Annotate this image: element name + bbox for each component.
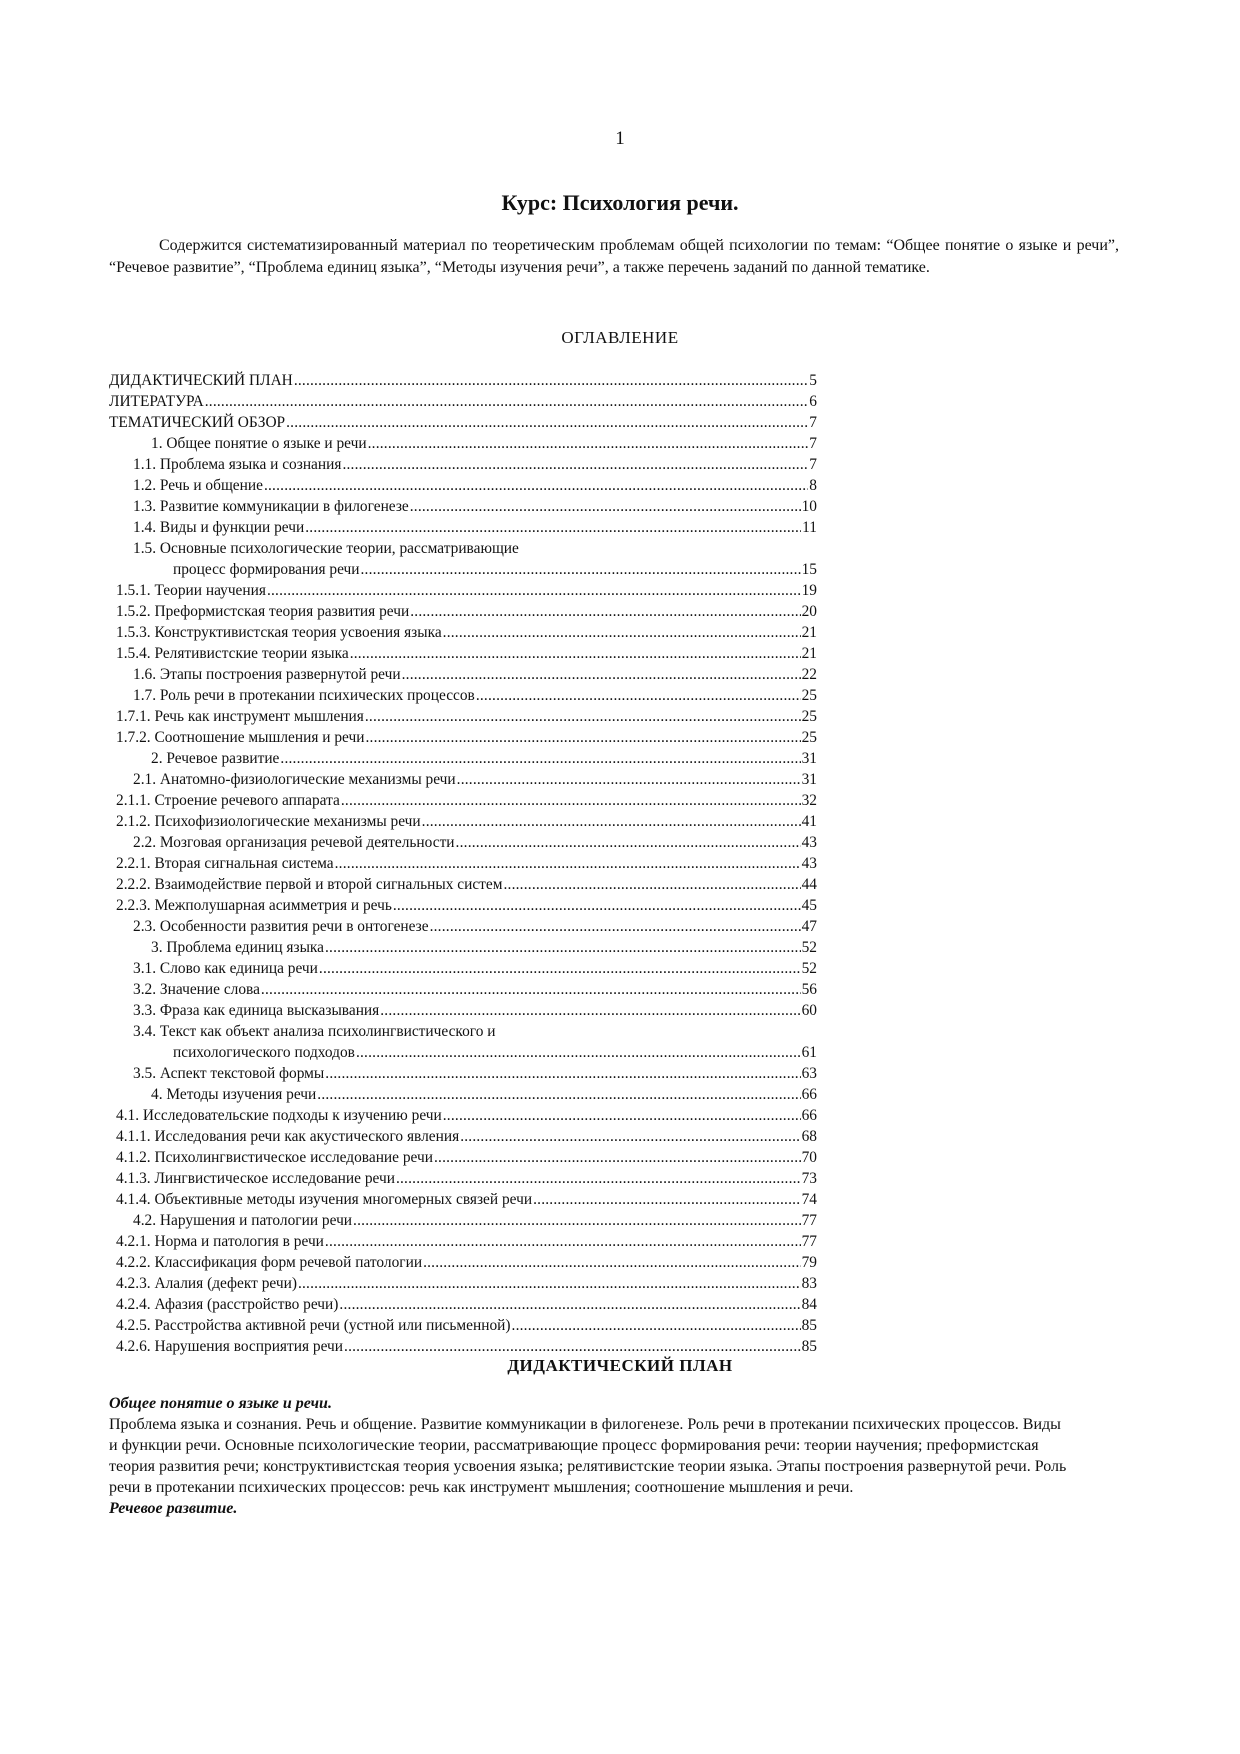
toc-entry-label: 4. Методы изучения речи — [151, 1086, 317, 1103]
toc-leader-dots — [533, 1189, 801, 1210]
toc-entry-label: 3.4. Текст как объект анализа психолингвистического и — [133, 1023, 496, 1040]
toc-entry-label: 1. Общее понятие о языке и речи — [151, 435, 367, 452]
toc-entry-page: 7 — [809, 456, 817, 473]
toc-leader-dots — [344, 1336, 801, 1357]
toc-leader-dots — [434, 1147, 801, 1168]
toc-entry[interactable] — [109, 790, 817, 811]
toc-entry[interactable] — [109, 895, 817, 916]
toc-entry[interactable] — [109, 1294, 817, 1315]
toc-entry-label: 3.2. Значение слова — [133, 981, 260, 998]
toc-entry[interactable] — [109, 1315, 817, 1336]
toc-entry-label: ТЕМАТИЧЕСКИЙ ОБЗОР — [109, 414, 286, 431]
toc-entry-page: 66 — [801, 1086, 817, 1103]
toc-leader-dots — [286, 412, 808, 433]
didactic-plan — [109, 1393, 1069, 1519]
toc-leader-dots — [305, 517, 801, 538]
toc-entry[interactable] — [109, 517, 817, 538]
toc-entry-label: 2.1. Анатомно-физиологические механизмы речи — [133, 771, 456, 788]
toc-entry-page: 10 — [801, 498, 817, 515]
toc-leader-dots — [298, 1273, 801, 1294]
toc-leader-dots — [365, 706, 801, 727]
toc-leader-dots — [280, 748, 800, 769]
toc-entry-page: 25 — [801, 708, 817, 725]
toc-entry-label: 1.7. Роль речи в протекании психических процессов — [133, 687, 475, 704]
toc-entry[interactable] — [109, 769, 817, 790]
toc-entry[interactable] — [109, 475, 817, 496]
toc-entry[interactable] — [109, 958, 817, 979]
toc-entry[interactable] — [109, 1336, 817, 1357]
toc-entry[interactable] — [109, 433, 817, 454]
toc-entry[interactable] — [109, 1126, 817, 1147]
toc-entry[interactable] — [109, 1210, 817, 1231]
toc-leader-dots — [319, 958, 801, 979]
toc-entry[interactable] — [109, 1000, 817, 1021]
toc-entry-page: 31 — [801, 750, 817, 767]
toc-entry-page: 32 — [801, 792, 817, 809]
toc-entry[interactable] — [109, 1147, 817, 1168]
toc-entry-label: 1.2. Речь и общение — [133, 477, 263, 494]
toc-entry-label: 1.4. Виды и функции речи — [133, 519, 305, 536]
toc-entry-label: 2.2.1. Вторая сигнальная система — [116, 855, 334, 872]
toc-entry-page: 6 — [809, 393, 817, 410]
toc-entry-label: 4.2.1. Норма и патология в речи — [116, 1233, 324, 1250]
toc-entry-page: 77 — [801, 1212, 817, 1229]
toc-entry[interactable] — [109, 1273, 817, 1294]
toc-leader-dots — [339, 1294, 800, 1315]
toc-entry-label: 4.2. Нарушения и патологии речи — [133, 1212, 353, 1229]
toc-entry-page: 25 — [801, 687, 817, 704]
toc-entry[interactable] — [109, 370, 817, 391]
toc-leader-dots — [368, 433, 809, 454]
toc-entry-label: 2.2.2. Взаимодействие первой и второй сигнальных систем — [116, 876, 503, 893]
didactic-plan-heading: ДИДАКТИЧЕСКИЙ ПЛАН — [507, 1356, 733, 1375]
toc-entry-page: 41 — [801, 813, 817, 830]
toc-entry[interactable] — [109, 454, 817, 475]
toc-leader-dots — [396, 1168, 801, 1189]
toc-leader-dots — [380, 1000, 800, 1021]
toc-entry-page: 45 — [801, 897, 817, 914]
toc-entry-page: 60 — [801, 1002, 817, 1019]
toc-entry-label: 3.1. Слово как единица речи — [133, 960, 318, 977]
toc-entry-page: 83 — [801, 1275, 817, 1292]
table-of-contents — [109, 370, 817, 1357]
toc-entry-label: ЛИТЕРАТУРА — [109, 393, 204, 410]
toc-entry-label: 4.1. Исследовательские подходы к изучению речи — [116, 1107, 442, 1124]
toc-leader-dots — [402, 664, 801, 685]
toc-entry[interactable] — [109, 1084, 817, 1105]
toc-entry-page: 25 — [801, 729, 817, 746]
plan-section-text: Проблема языка и сознания. Речь и общение. Развитие коммуникации в филогенезе. Роль речи в протекании психических процессов. Виды и функции речи. Основные психологические теории, рассматривающие процесс формирования речи: теории научения; преформистская теория развития речи; конструктивистская теория усвоения языка; релятивистские теории языка. Этапы построения развернутой речи. Роль речи в протекании психических процессов: речь как инструмент мышления; соотношение мышления и речи. — [109, 1416, 1067, 1496]
toc-entry[interactable] — [109, 622, 817, 643]
toc-entry-page: 11 — [802, 519, 817, 536]
toc-entry[interactable] — [109, 496, 817, 517]
toc-entry-page: 79 — [801, 1254, 817, 1271]
toc-entry[interactable] — [109, 1231, 817, 1252]
toc-entry-label: 2.2. Мозговая организация речевой деятельности — [133, 834, 455, 851]
toc-leader-dots — [393, 895, 801, 916]
toc-entry-page: 56 — [801, 981, 817, 998]
toc-entry-page: 31 — [801, 771, 817, 788]
toc-entry-page: 77 — [801, 1233, 817, 1250]
toc-leader-dots — [294, 370, 808, 391]
toc-entry[interactable] — [109, 538, 817, 580]
toc-entry-page: 19 — [801, 582, 817, 599]
toc-entry-page: 47 — [801, 918, 817, 935]
toc-entry-label: 1.6. Этапы построения развернутой речи — [133, 666, 401, 683]
toc-leader-dots — [410, 601, 800, 622]
toc-leader-dots — [341, 790, 801, 811]
toc-entry[interactable] — [109, 853, 817, 874]
toc-leader-dots — [267, 580, 801, 601]
toc-entry[interactable] — [109, 1021, 817, 1063]
plan-section-title: Общее понятие о языке и речи. — [109, 1395, 332, 1412]
toc-entry-page: 15 — [801, 561, 817, 578]
toc-entry[interactable] — [109, 412, 817, 433]
toc-entry-page: 52 — [801, 960, 817, 977]
toc-leader-dots — [460, 1126, 800, 1147]
toc-leader-dots — [365, 727, 800, 748]
toc-entry[interactable] — [109, 601, 817, 622]
toc-entry-label: 1.5. Основные психологические теории, рассматривающие — [133, 540, 519, 557]
toc-leader-dots — [503, 874, 800, 895]
toc-entry-page: 74 — [801, 1191, 817, 1208]
toc-entry-label: 4.1.3. Лингвистическое исследование речи — [116, 1170, 395, 1187]
toc-leader-dots — [264, 475, 808, 496]
toc-entry-label: ДИДАКТИЧЕСКИЙ ПЛАН — [109, 372, 293, 389]
toc-entry[interactable] — [109, 1063, 817, 1084]
toc-entry-page: 43 — [801, 855, 817, 872]
toc-entry-label: 4.1.2. Психолингвистическое исследование речи — [116, 1149, 433, 1166]
toc-entry-label-continued: психологического подходов — [173, 1044, 355, 1061]
toc-leader-dots — [325, 1231, 801, 1252]
toc-leader-dots — [261, 979, 801, 1000]
toc-leader-dots — [430, 916, 801, 937]
toc-entry-page: 21 — [801, 645, 817, 662]
toc-entry-page: 84 — [801, 1296, 817, 1313]
toc-leader-dots — [335, 853, 801, 874]
toc-entry[interactable] — [109, 748, 817, 769]
toc-entry-page: 70 — [801, 1149, 817, 1166]
toc-entry-page: 44 — [801, 876, 817, 893]
toc-entry-page: 43 — [801, 834, 817, 851]
toc-leader-dots — [456, 832, 801, 853]
toc-leader-dots — [457, 769, 801, 790]
toc-entry-label: 2. Речевое развитие — [151, 750, 280, 767]
toc-entry-page: 85 — [801, 1338, 817, 1355]
toc-leader-dots — [356, 1042, 801, 1063]
toc-entry-page: 21 — [801, 624, 817, 641]
toc-leader-dots — [325, 937, 801, 958]
toc-entry-label: 4.2.5. Расстройства активной речи (устной или письменной) — [116, 1317, 511, 1334]
toc-leader-dots — [512, 1315, 801, 1336]
toc-entry-label: 4.2.3. Алалия (дефект речи) — [116, 1275, 297, 1292]
toc-entry-page: 52 — [801, 939, 817, 956]
toc-leader-dots — [325, 1063, 800, 1084]
toc-entry[interactable] — [109, 706, 817, 727]
toc-entry[interactable] — [109, 874, 817, 895]
toc-entry-label: 1.5.1. Теории научения — [116, 582, 266, 599]
toc-entry[interactable] — [109, 916, 817, 937]
abstract-paragraph: Содержится систематизированный материал по теоретическим проблемам общей психологии по темам: “Общее понятие о языке и речи”, “Речевое развитие”, “Проблема единиц языка”, “Методы изучения речи”, а также перечень заданий по данной тематике. — [109, 237, 1119, 276]
toc-entry-label: 1.3. Развитие коммуникации в филогенезе — [133, 498, 409, 515]
toc-entry-label: 4.1.4. Объективные методы изучения многомерных связей речи — [116, 1191, 533, 1208]
toc-entry[interactable] — [109, 391, 817, 412]
toc-entry-label: 2.1.1. Строение речевого аппарата — [116, 792, 340, 809]
toc-entry-label: 4.2.2. Классификация форм речевой патологии — [116, 1254, 423, 1271]
toc-entry[interactable] — [109, 580, 817, 601]
toc-entry[interactable] — [109, 979, 817, 1000]
toc-entry-label: 4.2.4. Афазия (расстройство речи) — [116, 1296, 339, 1313]
toc-entry[interactable] — [109, 937, 817, 958]
toc-entry[interactable] — [109, 832, 817, 853]
toc-entry-label: 4.1.1. Исследования речи как акустического явления — [116, 1128, 460, 1145]
toc-entry-page: 7 — [809, 414, 817, 431]
toc-entry[interactable] — [109, 685, 817, 706]
toc-entry-label: 3. Проблема единиц языка — [151, 939, 324, 956]
toc-entry-label: 3.3. Фраза как единица высказывания — [133, 1002, 380, 1019]
toc-entry-label: 2.2.3. Межполушарная асимметрия и речь — [116, 897, 392, 914]
toc-entry-page: 20 — [801, 603, 817, 620]
toc-entry-page: 66 — [801, 1107, 817, 1124]
toc-entry-label: 1.5.4. Релятивистские теории языка — [116, 645, 349, 662]
toc-leader-dots — [422, 811, 801, 832]
toc-entry-label: 1.1. Проблема языка и сознания — [133, 456, 342, 473]
toc-leader-dots — [205, 391, 809, 412]
page-number: 1 — [615, 128, 625, 149]
toc-leader-dots — [410, 496, 801, 517]
toc-entry[interactable] — [109, 643, 817, 664]
toc-entry[interactable] — [109, 1189, 817, 1210]
toc-leader-dots — [443, 1105, 801, 1126]
toc-leader-dots — [342, 454, 808, 475]
toc-entry[interactable] — [109, 664, 817, 685]
toc-entry-label: 4.2.6. Нарушения восприятия речи — [116, 1338, 344, 1355]
toc-entry-label: 2.1.2. Психофизиологические механизмы речи — [116, 813, 421, 830]
toc-entry-label: 1.7.2. Соотношение мышления и речи — [116, 729, 365, 746]
toc-entry[interactable] — [109, 727, 817, 748]
toc-leader-dots — [361, 559, 801, 580]
toc-entry-page: 85 — [801, 1317, 817, 1334]
toc-entry[interactable] — [109, 1168, 817, 1189]
toc-entry[interactable] — [109, 1252, 817, 1273]
toc-heading: ОГЛАВЛЕНИЕ — [561, 328, 679, 347]
toc-entry-page: 73 — [801, 1170, 817, 1187]
toc-entry-page: 22 — [801, 666, 817, 683]
toc-entry-page: 61 — [801, 1044, 817, 1061]
toc-entry-page: 63 — [801, 1065, 817, 1082]
toc-entry[interactable] — [109, 811, 817, 832]
toc-leader-dots — [476, 685, 801, 706]
toc-entry-page: 68 — [801, 1128, 817, 1145]
toc-leader-dots — [423, 1252, 801, 1273]
toc-entry-label: 3.5. Аспект текстовой формы — [133, 1065, 325, 1082]
document-title: Курс: Психология речи. — [501, 190, 739, 215]
toc-leader-dots — [443, 622, 801, 643]
toc-leader-dots — [350, 643, 801, 664]
toc-entry-label: 1.5.2. Преформистская теория развития речи — [116, 603, 410, 620]
toc-entry-page: 8 — [809, 477, 817, 494]
toc-entry[interactable] — [109, 1105, 817, 1126]
toc-entry-page: 7 — [809, 435, 817, 452]
toc-entry-label: 2.3. Особенности развития речи в онтогенезе — [133, 918, 429, 935]
plan-section-title: Речевое развитие. — [109, 1500, 238, 1517]
toc-leader-dots — [353, 1210, 801, 1231]
toc-leader-dots — [317, 1084, 800, 1105]
toc-entry-label: 1.5.3. Конструктивистская теория усвоения языка — [116, 624, 442, 641]
toc-entry-label: 1.7.1. Речь как инструмент мышления — [116, 708, 364, 725]
toc-entry-page: 5 — [809, 372, 817, 389]
toc-entry-label-continued: процесс формирования речи — [173, 561, 360, 578]
